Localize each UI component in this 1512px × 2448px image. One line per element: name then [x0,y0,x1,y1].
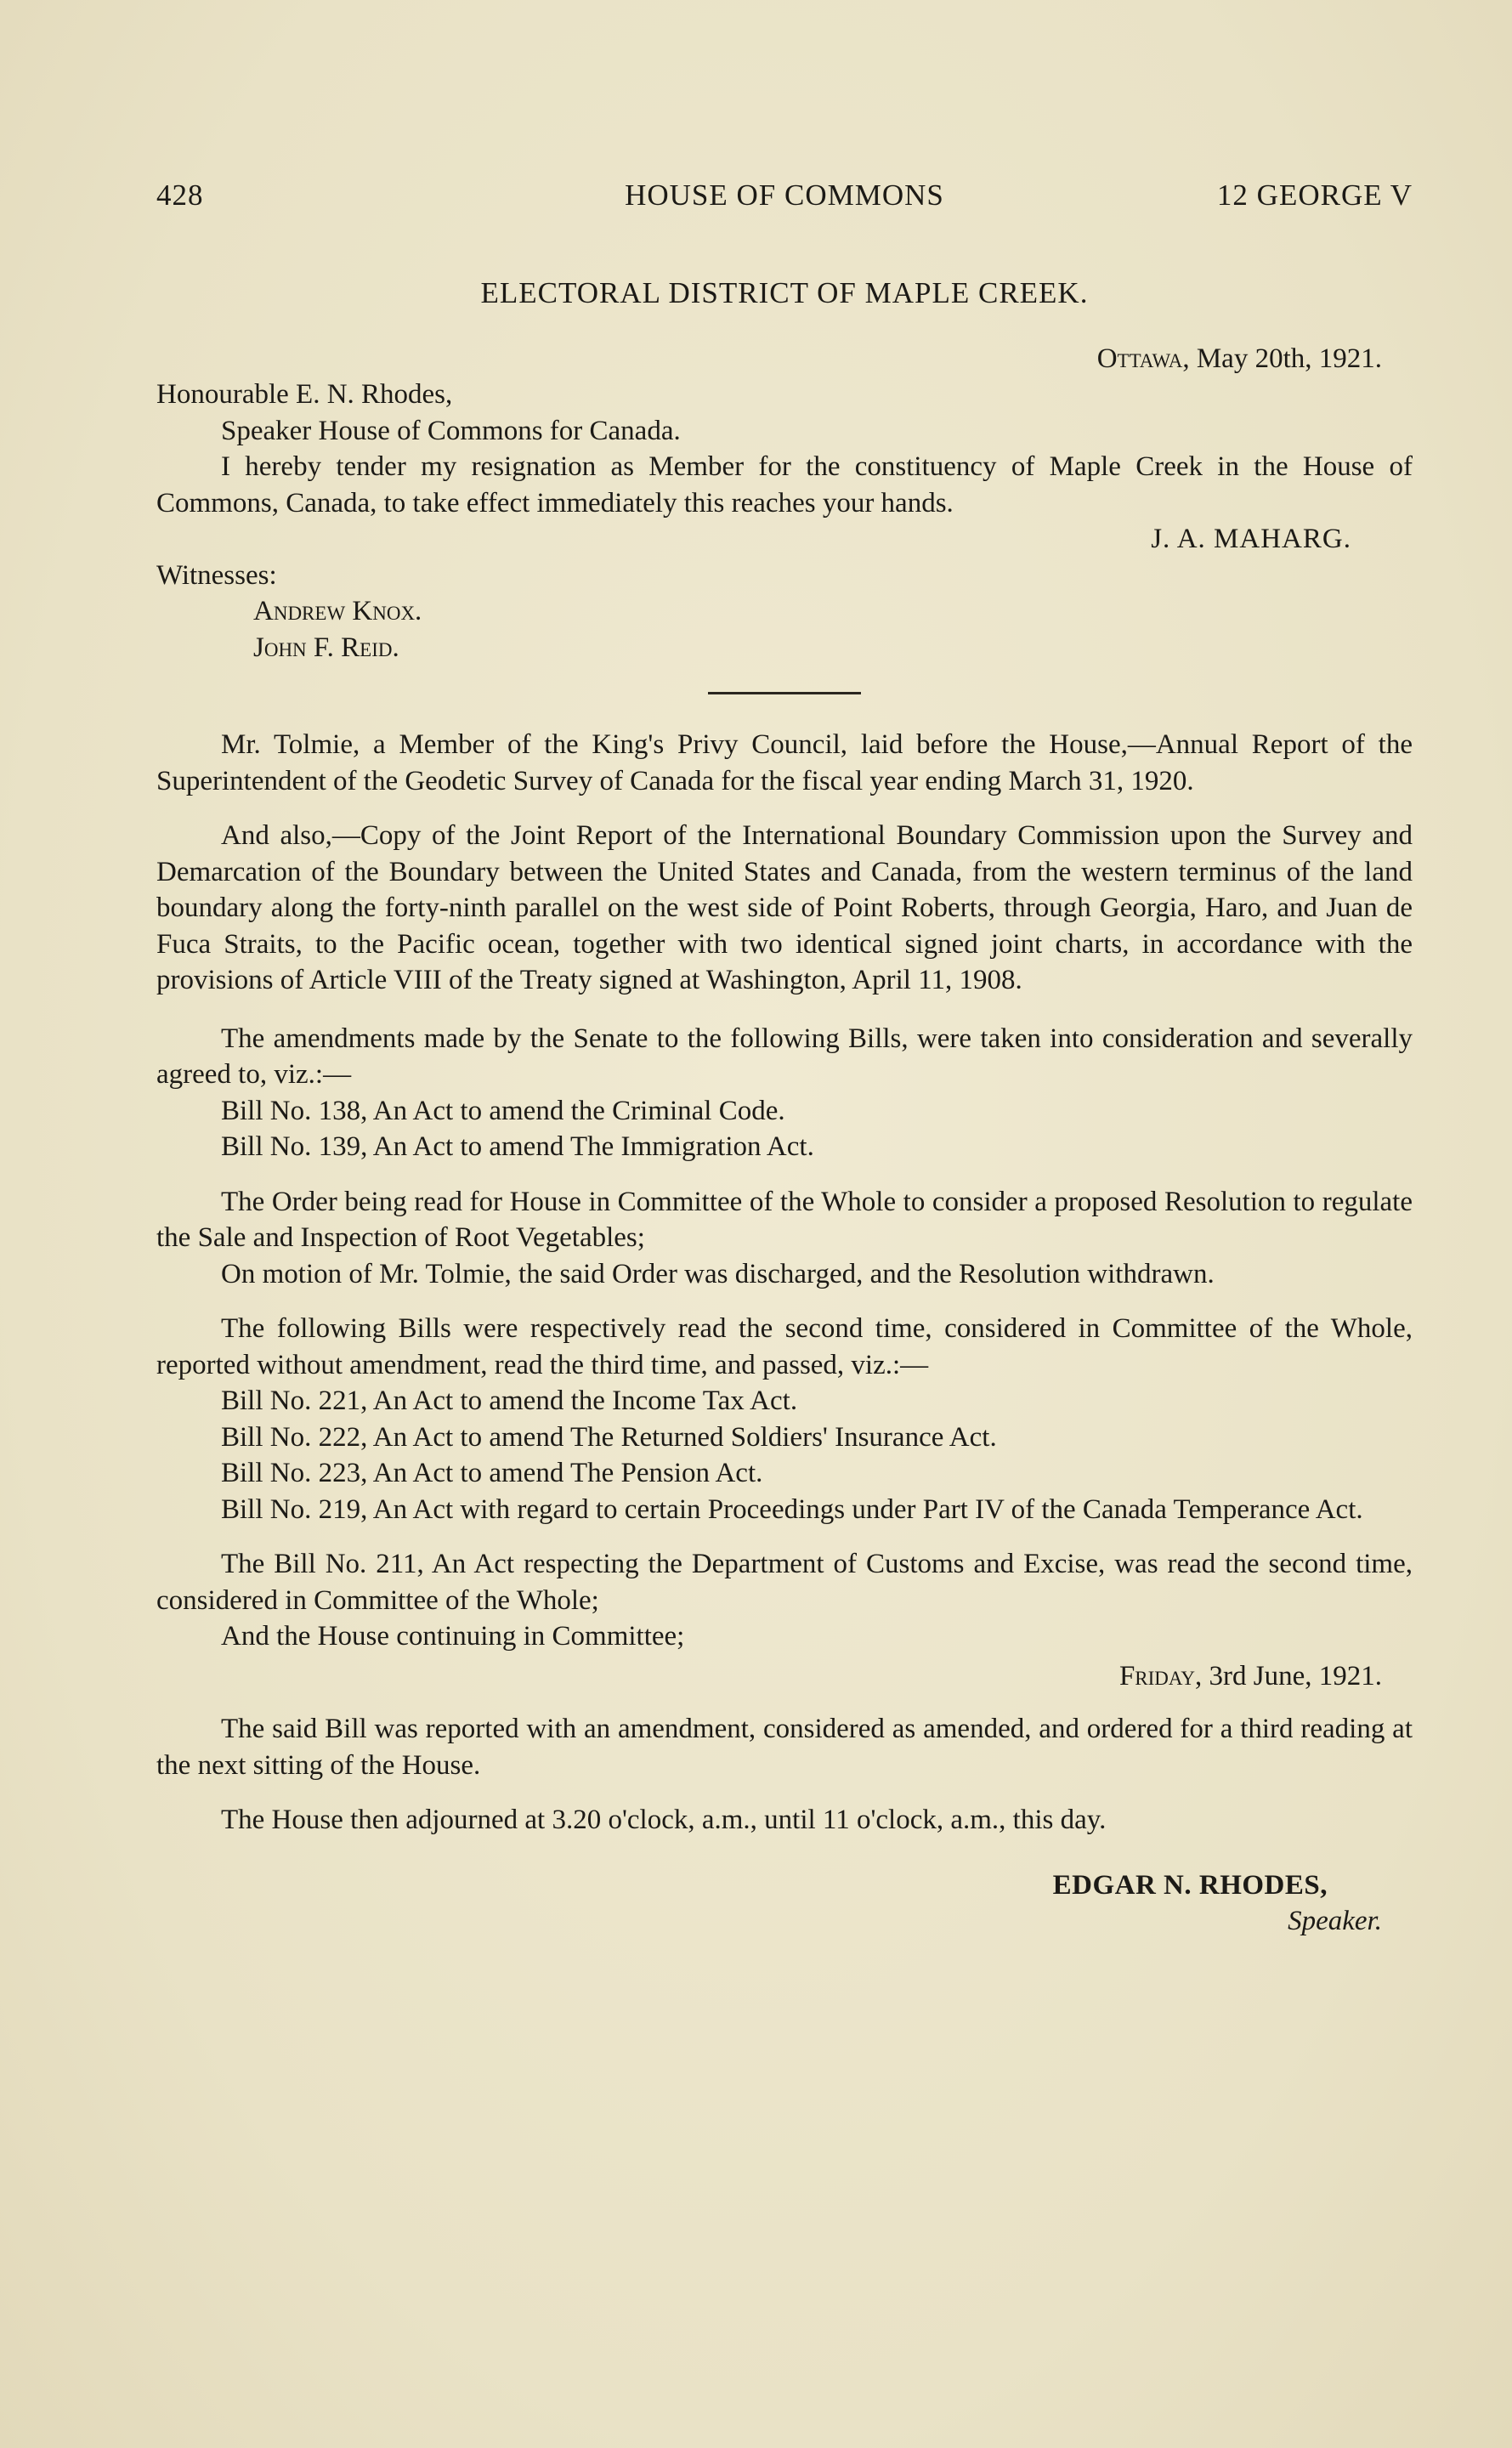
paragraph-annual-report: Mr. Tolmie, a Member of the King's Privy Council, laid before the House,—Annual Report of the Superintendent of the Geodetic Survey of Canada for the fiscal year ending March 31, 1920. [156,729,1413,796]
bill-139: Bill No. 139, An Act to amend The Immigration Act. [221,1131,814,1162]
paragraph-adjournment: The House then adjourned at 3.20 o'clock, a.m., until 11 o'clock, a.m., this day. [221,1805,1107,1835]
bill-223: Bill No. 223, An Act to amend The Pension Act. [221,1458,763,1488]
bill-222: Bill No. 222, An Act to amend The Returned Soldiers' Insurance Act. [221,1421,997,1453]
bill-221: Bill No. 221, An Act to amend the Income Tax Act. [221,1386,798,1416]
section-title: ELECTORAL DISTRICT OF MAPLE CREEK. [480,276,1089,309]
paragraph-house-in-committee: And the House continuing in Committee; [221,1621,685,1652]
section-divider [708,692,861,694]
letter-date-city: Ottawa [1096,343,1183,374]
paragraph-order-root-vegetables: The Order being read for House in Committee of the Whole to consider a proposed Resolution to regulate the Sale and Inspection of Root Vegetables; [156,1186,1413,1253]
header-title: HOUSE OF COMMONS [625,178,944,212]
paragraph-senate-amendments: The amendments made by the Senate to the following Bills, were taken into consideration and severally agreed to, viz.:— [156,1023,1413,1090]
letter-date [156,341,1413,377]
page-number: 428 [156,178,204,212]
witnesses-label: Witnesses: [156,559,277,591]
witness-1: Andrew Knox. [253,596,422,626]
friday-day: Friday [1118,1660,1196,1692]
bill-219: Bill No. 219, An Act with regard to certain Proceedings under Part IV of the Canada Temperance Act. [221,1493,1363,1525]
paragraph-bill-211: The Bill No. 211, An Act respecting the Department of Customs and Excise, was read the second time, considered in Committee of the Whole; [156,1549,1413,1616]
letter-addressee-title: Speaker House of Commons for Canada. [221,415,681,446]
letter-signature: J. A. MAHARG. [1151,524,1351,554]
running-header [156,178,1413,219]
page-content [156,178,1413,1940]
letter-body: I hereby tender my resignation as Member for the constituency of Maple Creek in the House of Commons, Canada, to take effect immediately this reaches your hands. [156,451,1413,518]
regnal-year: 12 GEORGE V [1216,178,1413,212]
paragraph-bill-reported: The said Bill was reported with an amendment, considered as amended, and ordered for a third reading at the next sitting of the House. [156,1714,1413,1781]
witness-2: John F. Reid. [253,632,399,663]
speaker-title: Speaker. [1288,1906,1382,1936]
friday-date-rest: , 3rd June, 1921. [1195,1660,1382,1692]
letter-date-rest: , May 20th, 1921. [1182,343,1382,374]
speaker-name: EDGAR N. RHODES, [1052,1869,1328,1901]
friday-date [156,1658,1413,1695]
paragraph-bills-passed: The following Bills were respectively read the second time, considered in Committee of the Whole, reported without amendment, read the third time, and passed, viz.:— [156,1313,1413,1380]
bill-138: Bill No. 138, An Act to amend the Criminal Code. [221,1095,785,1126]
paragraph-order-discharged: On motion of Mr. Tolmie, the said Order was discharged, and the Resolution withdrawn. [221,1258,1215,1289]
paragraph-boundary-report: And also,—Copy of the Joint Report of the International Boundary Commission upon the Survey and Demarcation of the Boundary between the United States and Canada, from the western terminus of the land boundary along the forty-ninth parallel on the west side of Point Roberts, through Georgia, Haro, and Juan de Fuca Straits, to the Pacific ocean, together with two identical signed joint charts, in accordance with the provisions of Article VIII of the Treaty signed at Washington, April 11, 1908. [156,820,1413,995]
letter-addressee: Honourable E. N. Rhodes, [156,379,453,410]
